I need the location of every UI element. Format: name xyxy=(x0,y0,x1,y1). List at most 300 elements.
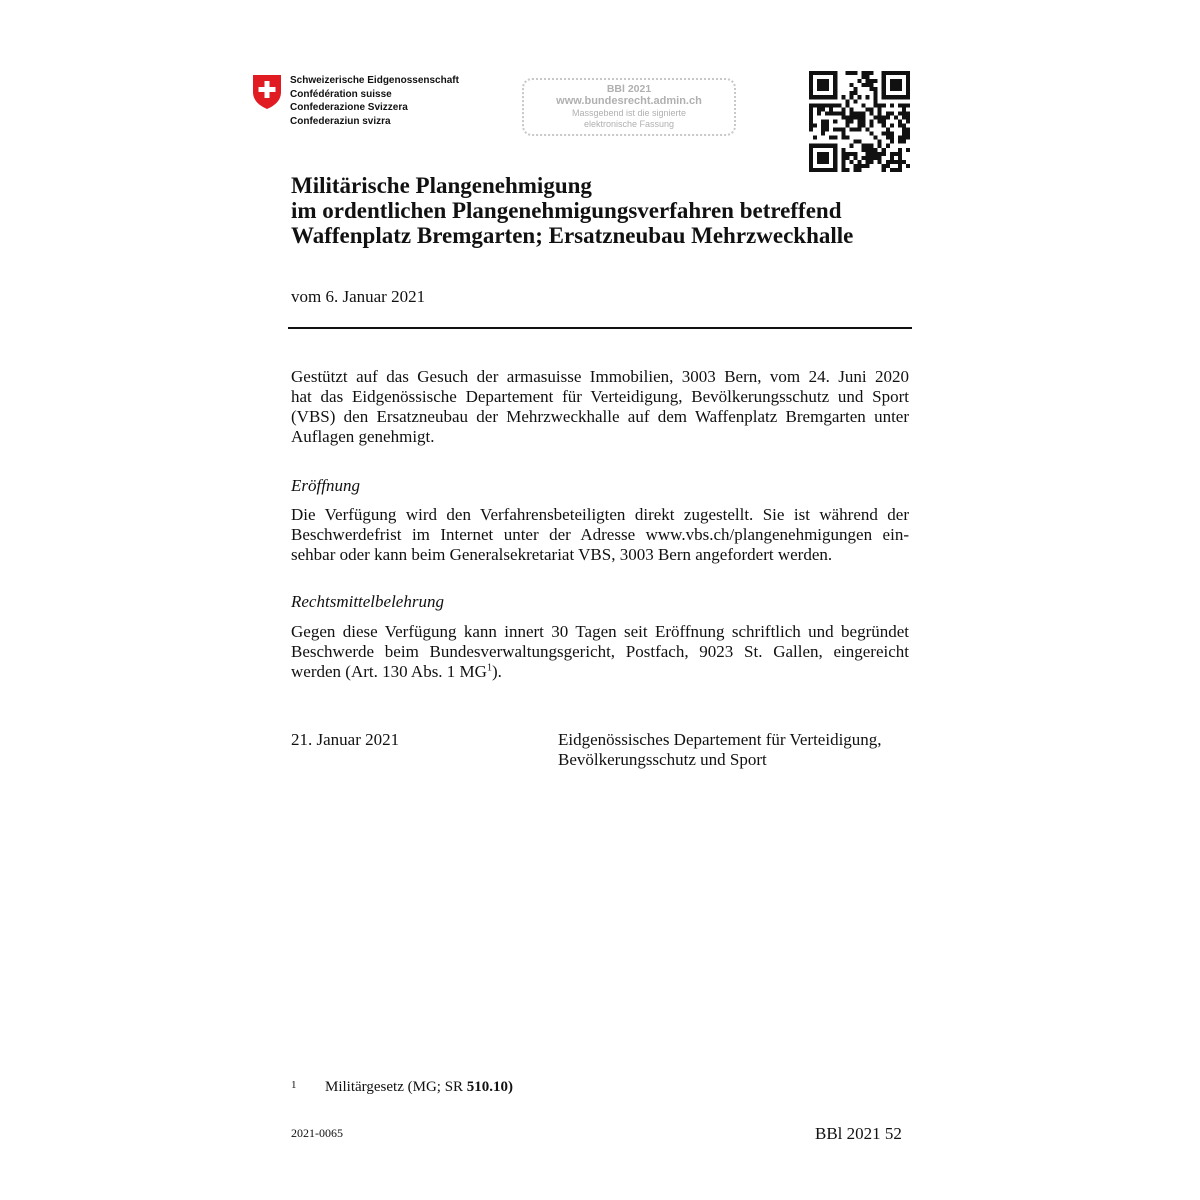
qr-module xyxy=(821,168,825,172)
qr-module xyxy=(870,107,874,111)
qr-module xyxy=(817,156,821,160)
qr-module xyxy=(821,107,825,111)
qr-code-icon xyxy=(809,71,910,172)
qr-module xyxy=(841,164,845,168)
qr-module xyxy=(902,132,906,136)
qr-module xyxy=(870,160,874,164)
qr-module xyxy=(890,140,894,144)
qr-module xyxy=(870,83,874,87)
qr-module xyxy=(821,160,825,164)
qr-module xyxy=(890,111,894,115)
qr-module xyxy=(817,71,821,75)
qr-module xyxy=(862,115,866,119)
qr-module xyxy=(809,156,813,160)
official-publication-stamp: BBl 2021 www.bundesrecht.admin.ch Massgebend ist die signierte elektronische Fassung xyxy=(522,78,736,136)
qr-module xyxy=(853,128,857,132)
qr-module xyxy=(849,83,853,87)
qr-module xyxy=(809,71,813,75)
qr-module xyxy=(845,168,849,172)
qr-module xyxy=(857,168,861,172)
qr-module xyxy=(882,91,886,95)
qr-module xyxy=(890,136,894,140)
qr-module xyxy=(866,160,870,164)
qr-module xyxy=(821,95,825,99)
qr-module xyxy=(870,79,874,83)
qr-module xyxy=(890,160,894,164)
qr-module xyxy=(825,144,829,148)
qr-module xyxy=(833,144,837,148)
qr-module xyxy=(853,87,857,91)
signature-date: 21. Januar 2021 xyxy=(291,730,400,749)
qr-module xyxy=(902,140,906,144)
qr-module xyxy=(874,91,878,95)
qr-module xyxy=(898,152,902,156)
qr-module xyxy=(845,99,849,103)
qr-module xyxy=(825,119,829,123)
qr-module xyxy=(894,87,898,91)
qr-module xyxy=(862,164,866,168)
rechtsmittel-heading: Rechtsmittelbelehrung xyxy=(291,592,444,611)
confederation-logo xyxy=(252,74,459,128)
qr-module xyxy=(886,136,890,140)
rechtsmittel-last-line: werden (Art. 130 Abs. 1 $MG^1$). xyxy=(291,662,502,681)
qr-module xyxy=(821,83,825,87)
qr-module xyxy=(821,119,825,123)
qr-module xyxy=(853,91,857,95)
qr-module xyxy=(813,103,817,107)
qr-module xyxy=(874,87,878,91)
qr-module xyxy=(898,148,902,152)
qr-module xyxy=(870,148,874,152)
qr-module xyxy=(886,132,890,136)
qr-module xyxy=(825,83,829,87)
qr-module xyxy=(845,136,849,140)
qr-module xyxy=(870,156,874,160)
qr-module xyxy=(813,136,817,140)
qr-module xyxy=(821,71,825,75)
qr-module xyxy=(866,156,870,160)
qr-module xyxy=(853,99,857,103)
qr-module xyxy=(886,128,890,132)
qr-module xyxy=(841,148,845,152)
qr-module xyxy=(825,103,829,107)
qr-module xyxy=(882,168,886,172)
qr-module xyxy=(853,71,857,75)
qr-module xyxy=(809,103,813,107)
qr-module xyxy=(898,111,902,115)
qr-module xyxy=(845,156,849,160)
qr-module xyxy=(825,71,829,75)
qr-module xyxy=(829,168,833,172)
qr-module xyxy=(906,164,910,168)
qr-module xyxy=(817,79,821,83)
qr-module xyxy=(902,160,906,164)
qr-module xyxy=(809,119,813,123)
qr-module xyxy=(817,144,821,148)
qr-module xyxy=(821,79,825,83)
qr-module xyxy=(825,95,829,99)
qr-module xyxy=(845,115,849,119)
title-divider xyxy=(288,327,912,329)
qr-module xyxy=(878,144,882,148)
bbl-reference: BBl 2021 52 xyxy=(815,1124,902,1143)
qr-module xyxy=(878,160,882,164)
qr-module xyxy=(849,160,853,164)
qr-module xyxy=(902,124,906,128)
swiss-cross-shield-icon xyxy=(252,74,282,110)
qr-module xyxy=(882,87,886,91)
qr-module xyxy=(866,71,870,75)
qr-module xyxy=(813,144,817,148)
qr-module xyxy=(862,148,866,152)
qr-module xyxy=(817,95,821,99)
qr-module xyxy=(845,71,849,75)
qr-module xyxy=(833,168,837,172)
qr-module xyxy=(878,103,882,107)
qr-module xyxy=(894,79,898,83)
qr-module xyxy=(849,95,853,99)
qr-module xyxy=(890,124,894,128)
qr-module xyxy=(882,71,886,75)
qr-module xyxy=(821,103,825,107)
qr-module xyxy=(890,87,894,91)
footnote-reference: 1 xyxy=(486,662,492,674)
qr-module xyxy=(853,164,857,168)
qr-module xyxy=(898,140,902,144)
qr-module xyxy=(809,164,813,168)
qr-module xyxy=(833,160,837,164)
qr-module xyxy=(849,128,853,132)
qr-module xyxy=(906,79,910,83)
qr-module xyxy=(833,128,837,132)
qr-module xyxy=(825,152,829,156)
qr-module xyxy=(866,148,870,152)
qr-module xyxy=(890,132,894,136)
qr-module xyxy=(817,83,821,87)
qr-module xyxy=(837,103,841,107)
qr-module xyxy=(902,128,906,132)
qr-module xyxy=(866,152,870,156)
qr-module xyxy=(866,95,870,99)
qr-module xyxy=(825,156,829,160)
qr-module xyxy=(833,103,837,107)
qr-module xyxy=(817,152,821,156)
qr-module xyxy=(882,124,886,128)
qr-module xyxy=(870,124,874,128)
qr-module xyxy=(882,119,886,123)
qr-module xyxy=(898,119,902,123)
qr-module xyxy=(890,152,894,156)
qr-module xyxy=(878,140,882,144)
qr-module xyxy=(874,115,878,119)
qr-module xyxy=(874,136,878,140)
qr-module xyxy=(898,71,902,75)
qr-module xyxy=(833,164,837,168)
qr-module xyxy=(833,87,837,91)
qr-module xyxy=(898,79,902,83)
qr-module xyxy=(833,148,837,152)
qr-module xyxy=(862,103,866,107)
qr-module xyxy=(825,79,829,83)
qr-module xyxy=(878,111,882,115)
qr-module xyxy=(841,132,845,136)
qr-module xyxy=(866,79,870,83)
qr-module xyxy=(821,132,825,136)
qr-module xyxy=(821,124,825,128)
qr-module xyxy=(857,79,861,83)
qr-module xyxy=(882,115,886,119)
qr-module xyxy=(809,79,813,83)
qr-module xyxy=(833,83,837,87)
qr-module xyxy=(817,111,821,115)
qr-module xyxy=(890,103,894,107)
qr-module xyxy=(829,111,833,115)
qr-module xyxy=(837,111,841,115)
qr-module xyxy=(906,91,910,95)
qr-module xyxy=(906,83,910,87)
qr-module xyxy=(866,83,870,87)
qr-module xyxy=(817,107,821,111)
qr-module xyxy=(882,132,886,136)
qr-module xyxy=(817,87,821,91)
qr-module xyxy=(845,124,849,128)
qr-module xyxy=(853,152,857,156)
qr-module xyxy=(809,83,813,87)
qr-module xyxy=(809,144,813,148)
document-title: Militärische Plangenehmigung im ordentlichen Plangenehmigungsverfahren betreffend Waffenplatz Bremgarten; Ersatzneubau Mehrzweckhalle xyxy=(291,173,854,248)
qr-module xyxy=(878,107,882,111)
qr-module xyxy=(890,71,894,75)
qr-module xyxy=(829,136,833,140)
qr-module xyxy=(809,95,813,99)
qr-module xyxy=(841,111,845,115)
qr-module xyxy=(890,79,894,83)
qr-module xyxy=(857,115,861,119)
qr-module xyxy=(886,71,890,75)
qr-module xyxy=(849,144,853,148)
qr-module xyxy=(821,156,825,160)
document-code: 2021-0065 xyxy=(291,1126,343,1140)
qr-module xyxy=(886,164,890,168)
qr-module xyxy=(841,136,845,140)
footnote-sr-number: 510.10) xyxy=(466,1079,514,1095)
qr-module xyxy=(870,144,874,148)
confederation-names: Schweizerische Eidgenossenschaft Confédération suisse Confederazione Svizzera Confederaziun svizra xyxy=(290,75,459,127)
qr-module xyxy=(878,156,882,160)
qr-module xyxy=(857,95,861,99)
qr-module xyxy=(862,124,866,128)
qr-module xyxy=(906,132,910,136)
qr-module xyxy=(890,83,894,87)
qr-module xyxy=(833,91,837,95)
qr-module xyxy=(906,95,910,99)
qr-module xyxy=(809,87,813,91)
qr-module xyxy=(862,75,866,79)
qr-module xyxy=(845,152,849,156)
qr-module xyxy=(882,152,886,156)
qr-module xyxy=(898,168,902,172)
qr-module xyxy=(866,128,870,132)
qr-module xyxy=(890,168,894,172)
qr-module xyxy=(857,111,861,115)
qr-module xyxy=(841,95,845,99)
qr-module xyxy=(841,168,845,172)
qr-module xyxy=(833,152,837,156)
qr-module xyxy=(886,111,890,115)
qr-module xyxy=(809,128,813,132)
qr-module xyxy=(866,144,870,148)
qr-module xyxy=(878,115,882,119)
qr-module xyxy=(906,111,910,115)
qr-module xyxy=(862,83,866,87)
qr-module xyxy=(833,156,837,160)
signature-department: Eidgenössisches Departement für Verteidigung, Bevölkerungsschutz und Sport xyxy=(558,730,882,769)
qr-module xyxy=(882,164,886,168)
qr-module xyxy=(890,95,894,99)
qr-module xyxy=(894,83,898,87)
qr-module xyxy=(882,75,886,79)
qr-module xyxy=(825,160,829,164)
qr-module xyxy=(862,71,866,75)
qr-module xyxy=(833,75,837,79)
qr-module xyxy=(906,87,910,91)
footnote-number: 1 xyxy=(291,1079,297,1091)
qr-module xyxy=(906,136,910,140)
qr-module xyxy=(882,103,886,107)
qr-module xyxy=(882,83,886,87)
eroeffnung-paragraph: Die Verfügung wird den Verfahrensbeteiligten direkt zugestellt. Sie ist während der Beschwerdefrist im Internet unter der Adresse www.vbs.ch/plangenehmigungen ein- sehbar oder kann beim Generalsekretariat VBS, 3003 Bern angefordert werden. xyxy=(291,505,909,564)
qr-module xyxy=(866,164,870,168)
qr-module xyxy=(902,107,906,111)
qr-module xyxy=(841,160,845,164)
qr-module xyxy=(870,87,874,91)
qr-module xyxy=(853,111,857,115)
qr-module xyxy=(866,107,870,111)
qr-module xyxy=(906,75,910,79)
qr-module xyxy=(862,111,866,115)
qr-module xyxy=(894,115,898,119)
qr-module xyxy=(886,95,890,99)
qr-module xyxy=(870,71,874,75)
qr-module xyxy=(837,128,841,132)
qr-module xyxy=(902,103,906,107)
qr-module xyxy=(853,156,857,160)
qr-module xyxy=(821,128,825,132)
qr-module xyxy=(825,168,829,172)
qr-module xyxy=(857,160,861,164)
intro-paragraph: Gestützt auf das Gesuch der armasuisse Immobilien, 3003 Bern, vom 24. Juni 2020 hat das Eidgenössische Departement für Verteidigung, Bevölkerungsschutz und Sport (VBS) den Ersatzneubau der Mehrzweckhalle auf dem Waffenplatz Bremgarten unter Auflagen genehmigt. xyxy=(291,367,909,446)
qr-module xyxy=(841,152,845,156)
qr-module xyxy=(849,71,853,75)
qr-module xyxy=(902,115,906,119)
qr-module xyxy=(857,119,861,123)
qr-module xyxy=(906,148,910,152)
qr-module xyxy=(825,128,829,132)
qr-module xyxy=(886,144,890,148)
qr-module xyxy=(841,107,845,111)
qr-module xyxy=(813,168,817,172)
qr-module xyxy=(898,136,902,140)
qr-module xyxy=(870,111,874,115)
qr-module xyxy=(821,152,825,156)
qr-module xyxy=(898,103,902,107)
qr-module xyxy=(829,103,833,107)
qr-module xyxy=(906,119,910,123)
qr-module xyxy=(841,128,845,132)
qr-module xyxy=(906,128,910,132)
qr-module xyxy=(878,119,882,123)
qr-module xyxy=(874,95,878,99)
qr-module xyxy=(853,140,857,144)
qr-module xyxy=(833,136,837,140)
qr-module xyxy=(849,111,853,115)
qr-module xyxy=(813,71,817,75)
qr-module xyxy=(862,156,866,160)
qr-module xyxy=(825,124,829,128)
document-date: vom 6. Januar 2021 xyxy=(291,287,426,306)
qr-module xyxy=(894,71,898,75)
qr-module xyxy=(870,152,874,156)
qr-module xyxy=(862,144,866,148)
qr-module xyxy=(849,119,853,123)
qr-module xyxy=(829,95,833,99)
qr-module xyxy=(809,160,813,164)
qr-module xyxy=(833,79,837,83)
qr-module xyxy=(833,95,837,99)
qr-module xyxy=(829,144,833,148)
qr-module xyxy=(833,119,837,123)
qr-module xyxy=(882,79,886,83)
qr-module xyxy=(902,71,906,75)
qr-module xyxy=(829,71,833,75)
qr-module xyxy=(874,103,878,107)
qr-module xyxy=(894,95,898,99)
qr-module xyxy=(809,91,813,95)
qr-module xyxy=(874,79,878,83)
qr-module xyxy=(857,124,861,128)
qr-module xyxy=(853,168,857,172)
qr-module xyxy=(833,71,837,75)
qr-module xyxy=(809,148,813,152)
qr-module xyxy=(809,107,813,111)
qr-module xyxy=(902,136,906,140)
qr-module xyxy=(898,95,902,99)
eroeffnung-heading: Eröffnung xyxy=(291,476,360,495)
qr-module xyxy=(882,95,886,99)
qr-module xyxy=(902,95,906,99)
qr-module xyxy=(898,87,902,91)
qr-module xyxy=(845,103,849,107)
qr-module xyxy=(809,124,813,128)
qr-module xyxy=(898,164,902,168)
qr-module xyxy=(886,115,890,119)
qr-module xyxy=(906,103,910,107)
qr-module xyxy=(813,95,817,99)
qr-module xyxy=(829,107,833,111)
qr-module xyxy=(857,140,861,144)
qr-module xyxy=(813,124,817,128)
qr-module xyxy=(898,160,902,164)
qr-module xyxy=(825,87,829,91)
qr-module xyxy=(853,115,857,119)
qr-module xyxy=(894,168,898,172)
qr-module xyxy=(906,115,910,119)
qr-module xyxy=(849,91,853,95)
qr-module xyxy=(841,156,845,160)
qr-module xyxy=(882,148,886,152)
qr-module xyxy=(902,111,906,115)
qr-module xyxy=(845,119,849,123)
